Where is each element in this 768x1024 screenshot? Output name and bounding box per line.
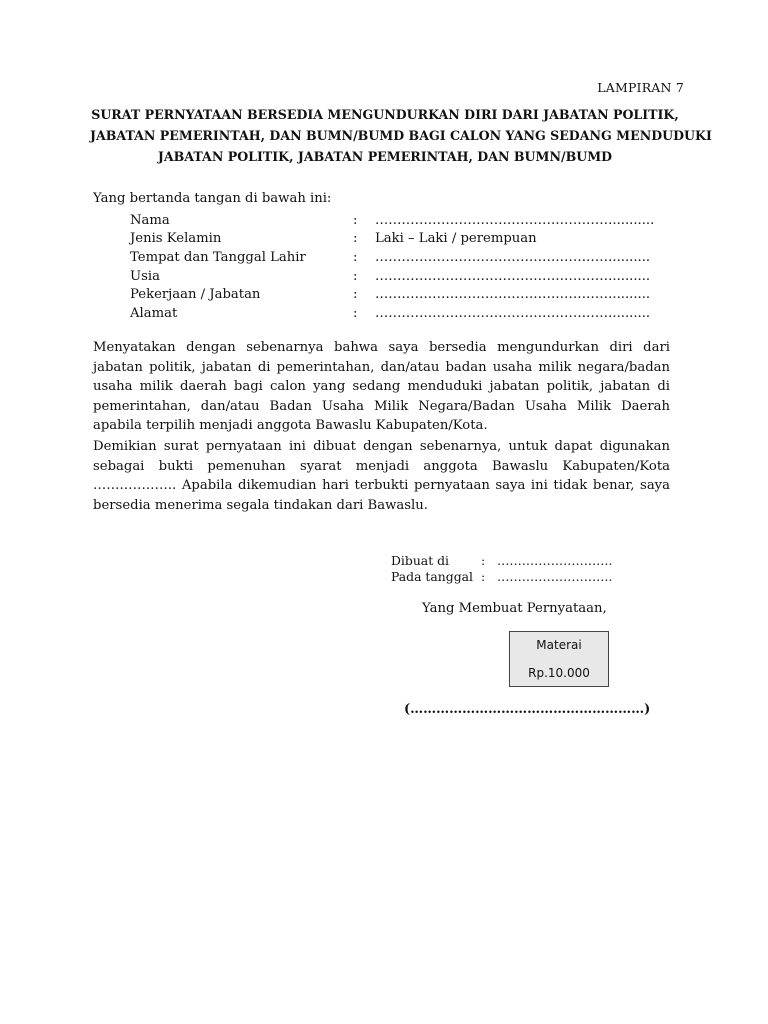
field-row-birth bbox=[130, 248, 670, 267]
date-colon: : bbox=[481, 569, 486, 584]
intro-text: Yang bertanda tangan di bawah ini: bbox=[93, 191, 332, 206]
field-row-occupation bbox=[130, 285, 670, 304]
field-label: Usia bbox=[130, 268, 160, 284]
field-row-address bbox=[130, 304, 670, 323]
closing-paragraph: Demikian surat pernyataan ini dibuat dengan sebenarnya, untuk dapat digunakan sebagai bukti pemenuhan syarat menjadi anggota Bawaslu Kabupaten/Kota ………………. Apabila dikemudian hari terbukti pernyataan saya ini tidak benar, saya bersedia menerima segala tindakan dari Bawaslu. bbox=[93, 439, 670, 513]
field-colon: : bbox=[353, 305, 358, 321]
field-colon: : bbox=[353, 231, 358, 247]
field-colon: : bbox=[353, 268, 358, 284]
stamp-duty-box bbox=[509, 631, 609, 687]
field-value: ………………………………………………......... bbox=[375, 305, 651, 321]
title-line-3: JABATAN POLITIK, JABATAN PEMERINTAH, DAN BUMN/BUMD bbox=[157, 149, 613, 164]
field-colon: : bbox=[353, 212, 358, 228]
title-line-1: SURAT PERNYATAAN BERSEDIA MENGUNDURKAN DIRI DARI JABATAN POLITIK, bbox=[91, 107, 679, 122]
document-title bbox=[90, 104, 712, 167]
signatory-name-line: (………………………………………………) bbox=[404, 702, 651, 717]
field-label: Jenis Kelamin bbox=[130, 231, 222, 247]
field-colon: : bbox=[353, 287, 358, 303]
field-value: ………………………………………………......... bbox=[375, 287, 651, 303]
made-at-label: Dibuat di bbox=[391, 553, 450, 568]
field-value: ………………………………………………......... bbox=[375, 249, 651, 265]
statement-paragraph: Menyatakan dengan sebenarnya bahwa saya bersedia mengundurkan diri dari jabatan politik, jabatan di pemerintahan, dan/atau badan usaha milik negara/badan usaha milik daerah bagi calon yang sedang menduduki jabatan politik, jabatan di pemerintahan, dan/atau Badan Usaha Milik Negara/Badan Usaha Milik Daerah apabila terpilih menjadi anggota Bawaslu Kabupaten/Kota. bbox=[93, 340, 670, 433]
identity-fields bbox=[130, 211, 670, 323]
made-at-row bbox=[391, 553, 612, 569]
date-value: ………………………. bbox=[497, 569, 613, 584]
field-label: Tempat dan Tanggal Lahir bbox=[130, 249, 306, 265]
attachment-label: LAMPIRAN 7 bbox=[597, 80, 684, 95]
stamp-amount: Rp.10.000 bbox=[528, 666, 590, 680]
signatory-heading: Yang Membuat Pernyataan, bbox=[422, 601, 607, 616]
made-at-value: ………………………. bbox=[497, 553, 613, 568]
field-colon: : bbox=[353, 249, 358, 265]
date-label: Pada tanggal bbox=[391, 569, 473, 584]
field-label: Nama bbox=[130, 212, 170, 228]
stamp-label: Materai bbox=[536, 638, 582, 652]
made-at-colon: : bbox=[481, 553, 486, 568]
field-value: ……………………………………………….......... bbox=[375, 212, 655, 228]
field-value: Laki – Laki / perempuan bbox=[375, 231, 537, 247]
title-line-2: JABATAN PEMERINTAH, DAN BUMN/BUMD BAGI CALON YANG SEDANG MENDUDUKI bbox=[90, 128, 712, 143]
field-row-gender bbox=[130, 230, 670, 249]
field-row-age bbox=[130, 267, 670, 286]
date-row bbox=[391, 569, 612, 585]
signature-place-date bbox=[391, 553, 612, 585]
field-value: ………………………………………………......... bbox=[375, 268, 651, 284]
field-label: Pekerjaan / Jabatan bbox=[130, 287, 261, 303]
field-row-name bbox=[130, 211, 670, 230]
field-label: Alamat bbox=[130, 305, 178, 321]
